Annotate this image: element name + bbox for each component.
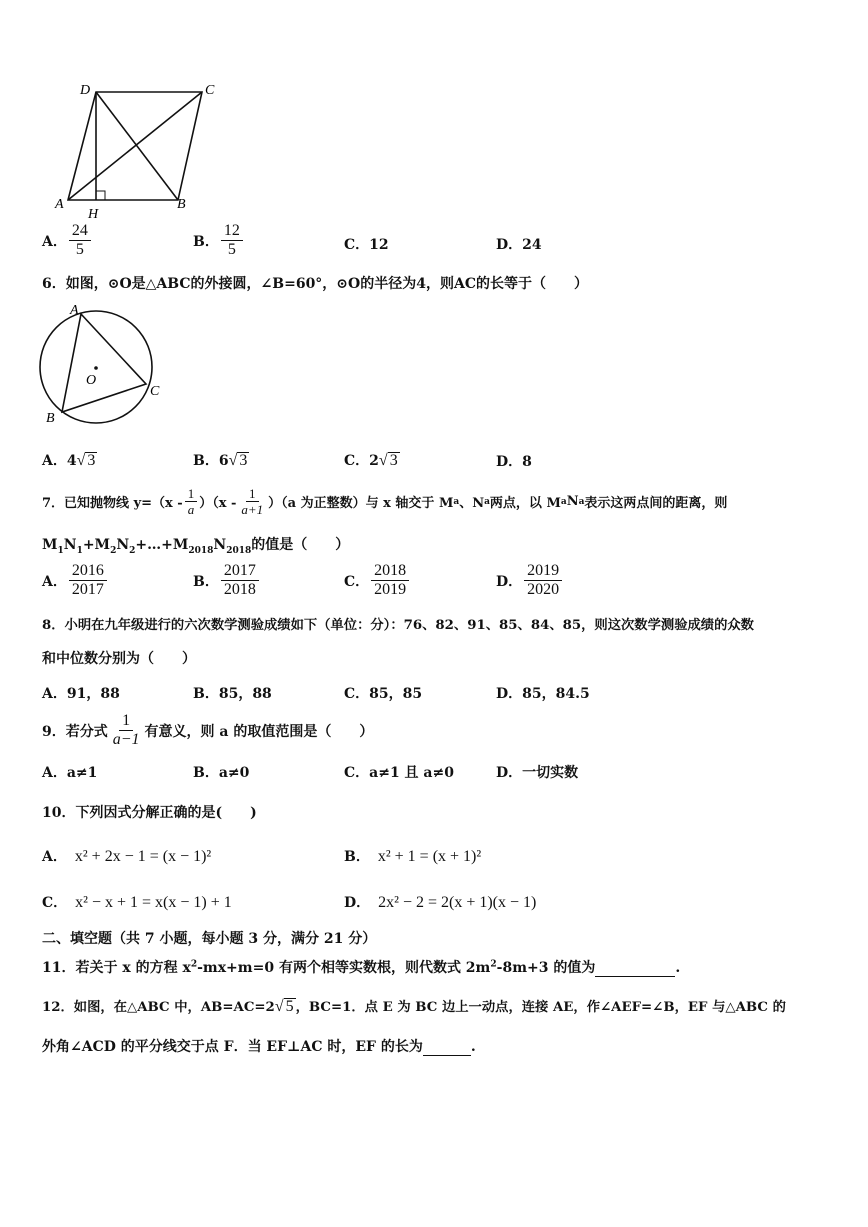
subscript: a — [578, 496, 585, 507]
option-value: 24 — [522, 237, 542, 253]
answer-blank[interactable] — [595, 960, 675, 977]
text-segment: 的值是（ ） — [251, 537, 350, 553]
label-o: O — [86, 373, 97, 388]
numerator: 24 — [69, 222, 91, 241]
fraction — [110, 712, 143, 749]
fraction — [221, 562, 259, 599]
label-b: B — [177, 197, 186, 212]
subscript: 1 — [57, 545, 64, 556]
label-c: C — [150, 384, 160, 399]
radicand: 3 — [389, 452, 398, 469]
numerator: 2019 — [524, 562, 562, 581]
q9-option-b: B．a≠0 — [193, 765, 250, 781]
q8-option-c: C．85，85 — [344, 686, 423, 702]
q8-text-line1: 8．小明在九年级进行的六次数学测验成绩如下（单位：分）：76、82、91、85、84、85，则这次数学测验成绩的众数 — [42, 618, 754, 633]
denominator: a+1 — [241, 502, 264, 517]
fraction — [69, 562, 107, 599]
label-a: A — [55, 197, 64, 212]
text-segment: . — [675, 960, 681, 976]
fraction — [221, 222, 243, 259]
subscript: 1 — [76, 545, 83, 556]
radicand: 3 — [239, 452, 248, 469]
label-b: B — [46, 411, 55, 426]
option-label: B． — [344, 849, 370, 865]
q10-text: 10．下列因式分解正确的是( ) — [42, 805, 257, 821]
text-segment: N — [116, 537, 130, 553]
option-label: A． — [42, 453, 67, 469]
q7-option-a — [42, 562, 109, 599]
radicand: 3 — [87, 452, 96, 469]
text-segment: 表示这两点间的距离，则 — [584, 496, 728, 511]
option-label: A． — [42, 849, 67, 865]
option-label: C． — [344, 453, 370, 469]
denominator: 5 — [75, 241, 84, 258]
fraction — [371, 562, 409, 599]
option-label: C． — [42, 895, 68, 911]
text-segment: 两点，以 M — [489, 496, 561, 511]
q6-option-d — [496, 451, 532, 471]
coefficient: 6 — [218, 453, 229, 469]
superscript: 2 — [490, 959, 497, 970]
option-expression: 2x² − 2 = 2(x + 1)(x − 1) — [378, 894, 537, 911]
denominator: a — [187, 502, 195, 517]
fraction — [185, 486, 198, 517]
q6-option-a: A．4√ 3 — [42, 452, 96, 469]
option-label: C． — [344, 573, 370, 590]
option-expression: x² + 1 = (x + 1)² — [377, 848, 482, 865]
text-segment: N — [566, 494, 579, 509]
option-label: B． — [193, 453, 219, 469]
text-segment: M — [42, 537, 58, 553]
q8-option-b: B．85，88 — [193, 686, 272, 702]
option-label: D． — [496, 454, 523, 470]
q9-option-d: D．一切实数 — [496, 765, 579, 781]
option-value: 8 — [522, 454, 532, 470]
subscript: 2018 — [226, 545, 252, 556]
q10-option-a — [42, 846, 211, 866]
option-label: B． — [193, 233, 219, 250]
subscript: a — [560, 496, 567, 507]
numerator: 2016 — [69, 562, 107, 581]
numerator: 2018 — [371, 562, 409, 581]
text-segment: 12．如图，在△ABC 中，AB=AC=2 — [42, 1000, 275, 1015]
label-a: A — [70, 303, 79, 318]
numerator: 12 — [221, 222, 243, 241]
option-label: A． — [42, 233, 67, 250]
text-segment: . — [470, 1039, 476, 1055]
q8-option-a: A．91，88 — [42, 686, 120, 702]
option-expression: x² + 2x − 1 = (x − 1)² — [74, 848, 212, 865]
section-heading: 二、填空题（共 7 小题，每小题 3 分，满分 21 分） — [42, 931, 377, 947]
q7-option-d — [496, 562, 564, 599]
fraction — [524, 562, 562, 599]
text-segment: 9．若分式 — [42, 723, 108, 740]
q7-text-line2 — [42, 534, 349, 556]
subscript: 2018 — [188, 545, 214, 556]
text-segment: 有意义，则 a 的取值范围是（ ） — [144, 723, 374, 740]
circle-figure — [36, 302, 171, 427]
text-segment: 11．若关于 x 的方程 x — [42, 960, 191, 976]
q6-option-b: B．6√ 3 — [193, 452, 248, 469]
fraction — [69, 222, 91, 259]
denominator: 2018 — [223, 581, 256, 598]
answer-blank[interactable] — [423, 1039, 471, 1056]
q7-option-b — [193, 562, 261, 599]
option-label: D． — [496, 573, 523, 590]
text-segment: 外角∠ACD 的平分线交于点 F．当 EF⊥AC 时，EF 的长为 — [42, 1039, 423, 1055]
superscript: 2 — [190, 959, 198, 970]
q7-option-c — [344, 562, 411, 599]
q9-option-a: A．a≠1 — [42, 765, 98, 781]
text-segment: ）（a 为正整数）与 x 轴交于 M — [268, 496, 454, 511]
q5-option-b — [193, 222, 245, 259]
numerator: 2017 — [221, 562, 259, 581]
coefficient: 2 — [369, 453, 379, 469]
q5-option-d — [496, 234, 542, 254]
denominator: a−1 — [112, 731, 140, 748]
coefficient: 4 — [66, 453, 77, 469]
q6-option-c: C．2√ 3 — [344, 452, 398, 469]
label-d: D — [80, 83, 91, 98]
option-label: D． — [496, 237, 523, 253]
option-label: C． — [344, 237, 370, 253]
option-label: D． — [344, 895, 371, 911]
q10-option-c — [42, 892, 232, 912]
q10-option-d — [344, 892, 536, 912]
option-label: A． — [42, 573, 67, 590]
q8-option-d: D．85，84.5 — [496, 686, 590, 702]
denominator: 2020 — [527, 581, 560, 598]
q5-option-a — [42, 222, 93, 259]
text-segment: 、N — [459, 496, 485, 511]
numerator: 1 — [246, 486, 259, 502]
parallelogram-figure — [50, 80, 230, 225]
text-segment: -mx+m=0 有两个相等实数根，则代数式 2m — [197, 960, 491, 976]
q5-option-c — [344, 234, 389, 254]
q10-option-b — [344, 846, 481, 866]
radicand: 5 — [285, 998, 294, 1015]
q11-text — [42, 957, 680, 977]
text-segment: +…+M — [135, 537, 189, 553]
label-c: C — [205, 83, 215, 98]
label-h: H — [88, 207, 99, 222]
text-segment: N — [63, 537, 77, 553]
q9-option-c: C．a≠1 且 a≠0 — [344, 765, 454, 781]
q8-text-line2: 和中位数分别为（ ） — [42, 651, 196, 667]
denominator: 5 — [227, 241, 236, 258]
text-segment: N — [213, 537, 227, 553]
q9-text — [42, 712, 373, 749]
subscript: a — [453, 496, 460, 507]
denominator: 2017 — [71, 581, 104, 598]
subscript: 2 — [129, 545, 136, 556]
subscript: 2 — [110, 545, 117, 556]
option-value: 12 — [369, 237, 389, 253]
text-segment: 7．已知抛物线 y=（x - — [42, 496, 183, 511]
subscript: a — [484, 496, 490, 507]
q12-text-line2 — [42, 1036, 476, 1056]
numerator: 1 — [185, 486, 198, 502]
text-segment: ）（x - — [199, 496, 237, 511]
q6-text: 6．如图，⊙O是△ABC的外接圆，∠B=60°，⊙O的半径为4，则AC的长等于（ ） — [42, 276, 588, 292]
q12-text-line1: 12．如图，在△ABC 中，AB=AC=2√ 5 ，BC=1．点 E 为 BC 边上一动点，连接 AE，作∠AEF=∠B，EF 与△ABC 的 — [42, 998, 786, 1015]
q7-text-line1 — [42, 486, 727, 517]
fraction — [238, 486, 266, 517]
text-segment: +M — [82, 537, 111, 553]
option-label: B． — [193, 573, 219, 590]
numerator: 1 — [119, 712, 133, 731]
text-segment: -8m+3 的值为 — [496, 960, 596, 976]
text-segment: ，BC=1．点 E 为 BC 边上一动点，连接 AE，作∠AEF=∠B，EF 与△ABC 的 — [295, 1000, 786, 1015]
option-expression: x² − x + 1 = x(x − 1) + 1 — [75, 894, 232, 911]
denominator: 2019 — [374, 581, 407, 598]
